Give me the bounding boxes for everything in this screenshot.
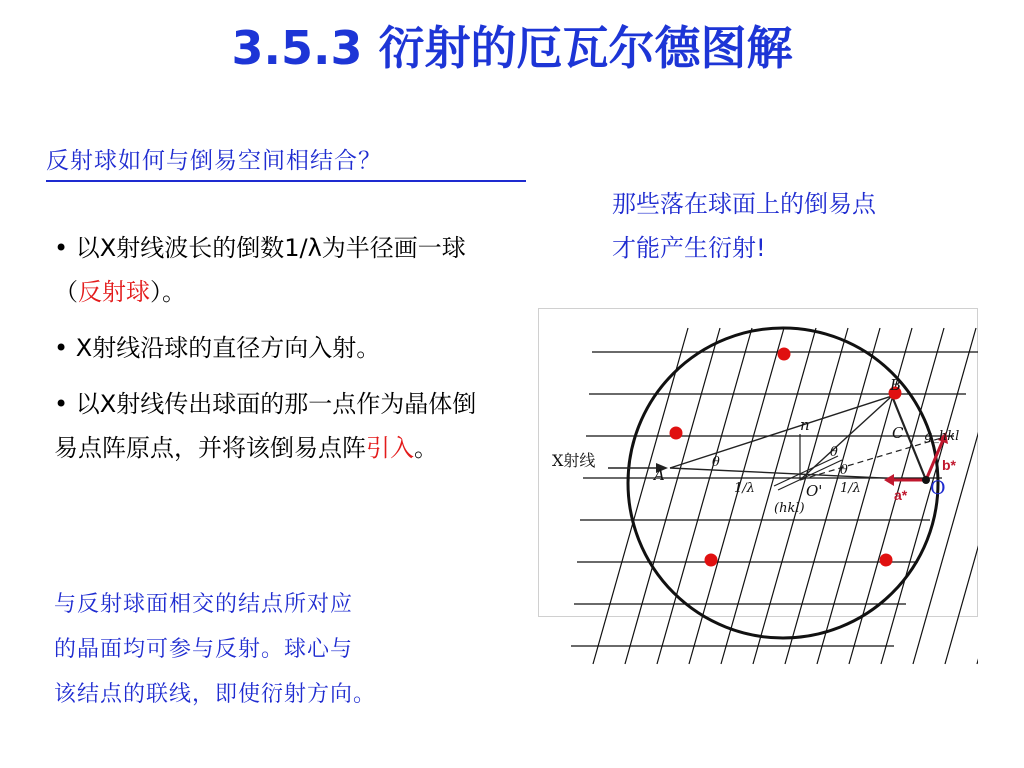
bullet-2-text: • X射线沿球的直径方向入射。 (54, 334, 381, 362)
lattice-column-line (689, 328, 784, 664)
note-right-line-1: 那些落在球面上的倒易点 (612, 190, 876, 218)
bullet-3-tail: 。 (414, 434, 438, 462)
ewald-diagram (538, 308, 978, 670)
theta-label-3: θ (840, 463, 848, 478)
ray-a-b (670, 396, 892, 468)
slide-title: 3.5.3 衍射的厄瓦尔德图解 (231, 21, 793, 75)
lattice-column-line (753, 328, 848, 664)
summary-note (54, 582, 494, 717)
lattice-column-line (593, 328, 688, 664)
point-c-label: C (892, 424, 904, 442)
a-star-label: a* (894, 487, 908, 503)
theta-label-2: θ (830, 445, 838, 460)
lattice-diagonal-lines (593, 328, 978, 664)
inv-lambda-label-2: 1/λ (840, 481, 861, 496)
note-right (612, 182, 982, 270)
reciprocal-point-on-sphere (880, 554, 893, 567)
reciprocal-point-on-sphere (705, 554, 718, 567)
bullet-3 (54, 382, 494, 470)
lattice-horizontal-lines (571, 352, 978, 646)
bullet-list (54, 226, 494, 482)
reciprocal-point-on-sphere (670, 427, 683, 440)
bullet-1-highlight: 反射球 (78, 278, 150, 306)
hkl-label: (hkl) (774, 501, 805, 516)
bullet-3-text: • 以X射线传出球面的那一点作为晶体倒易点阵原点，并将该倒易点阵 (54, 390, 477, 462)
bullet-1 (54, 226, 494, 314)
summary-line-2: 的晶面均可参与反射。球心与 (54, 637, 354, 662)
summary-line-3: 该结点的联线，即使衍射方向。 (54, 682, 377, 707)
g-hkl-label: g_hkl (924, 429, 960, 444)
lattice-column-line (657, 328, 752, 664)
xray-label: X射线 (552, 451, 596, 470)
point-b-label: B (890, 376, 902, 394)
theta-label-1: θ (712, 455, 720, 470)
ewald-sphere-figure (538, 308, 978, 670)
bullet-1-text: • 以X射线波长的倒数1/λ为半径画一球（ (54, 234, 466, 306)
point-o-prime-label: O' (806, 482, 823, 500)
point-a-label: A (654, 466, 665, 484)
reciprocal-point-on-sphere (778, 348, 791, 361)
note-right-line-2: 才能产生衍射! (612, 234, 766, 262)
origin-label: O (930, 477, 946, 499)
bullet-1-tail: ）。 (150, 278, 186, 306)
lattice-column-line (721, 328, 816, 664)
a-star-arrow-head (884, 474, 894, 486)
inv-lambda-label-1: 1/λ (734, 481, 755, 496)
bullet-2 (54, 326, 494, 370)
question-heading: 反射球如何与倒易空间相结合？ (46, 144, 526, 182)
normal-n-label: n (800, 416, 810, 434)
origin-point (922, 476, 930, 484)
bullet-3-highlight: 引入 (366, 434, 414, 462)
summary-line-1: 与反射球面相交的结点所对应 (54, 592, 354, 617)
b-star-label: b* (942, 457, 956, 473)
lattice-column-line (625, 328, 720, 664)
